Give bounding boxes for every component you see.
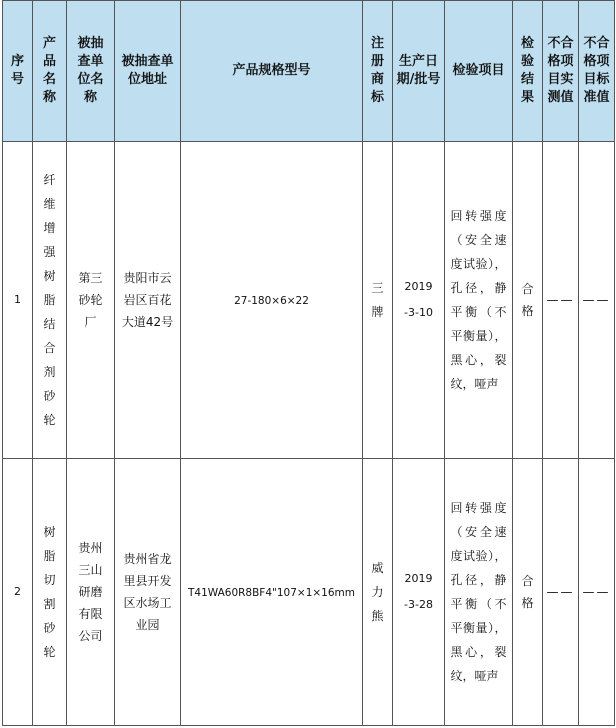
cell-seq: 2 — [3, 459, 33, 726]
cell-test-items: 回转强度（安全速度试验），孔径，静平衡（不平衡量），黑心，裂纹，哑声 — [445, 459, 513, 726]
cell-model: 27-180×6×22 — [181, 142, 363, 459]
cell-fail-measured: —— — [543, 459, 579, 726]
header-production-batch: 生产日期/批号 — [393, 1, 445, 142]
header-sampled-address: 被抽查单位地址 — [115, 1, 181, 142]
inspection-results-table — [2, 0, 615, 726]
cell-production-batch: 2019-3-10 — [393, 142, 445, 459]
cell-result: 合格 — [513, 142, 543, 459]
cell-production-batch: 2019-3-28 — [393, 459, 445, 726]
header-sampled-unit: 被抽查单位名称 — [67, 1, 115, 142]
header-trademark: 注册商标 — [363, 1, 393, 142]
cell-sampled-address: 贵阳市云岩区百花大道42号 — [115, 142, 181, 459]
cell-result: 合格 — [513, 459, 543, 726]
cell-model: T41WA60R8BF4"107×1×16mm — [181, 459, 363, 726]
header-result: 检验结果 — [513, 1, 543, 142]
header-product-name: 产品名称 — [33, 1, 67, 142]
cell-product-name: 纤维增强树脂结合剂砂轮 — [33, 142, 67, 459]
header-fail-measured: 不合格项目实测值 — [543, 1, 579, 142]
header-test-items: 检验项目 — [445, 1, 513, 142]
header-model: 产品规格型号 — [181, 1, 363, 142]
cell-product-name: 树脂切割砂轮 — [33, 459, 67, 726]
table-row — [3, 142, 615, 459]
cell-sampled-unit: 贵州三山研磨有限公司 — [67, 459, 115, 726]
cell-fail-measured: —— — [543, 142, 579, 459]
cell-fail-standard: —— — [579, 142, 615, 459]
table-row — [3, 459, 615, 726]
header-seq: 序号 — [3, 1, 33, 142]
cell-trademark: 威力熊 — [363, 459, 393, 726]
cell-trademark: 三牌 — [363, 142, 393, 459]
cell-test-items: 回转强度（安全速度试验），孔径，静平衡（不平衡量），黑心，裂纹，哑声 — [445, 142, 513, 459]
cell-sampled-unit: 第三砂轮厂 — [67, 142, 115, 459]
cell-seq: 1 — [3, 142, 33, 459]
cell-fail-standard: —— — [579, 459, 615, 726]
header-row — [3, 1, 615, 142]
header-fail-standard: 不合格项目标准值 — [579, 1, 615, 142]
cell-sampled-address: 贵州省龙里县开发区水场工业园 — [115, 459, 181, 726]
